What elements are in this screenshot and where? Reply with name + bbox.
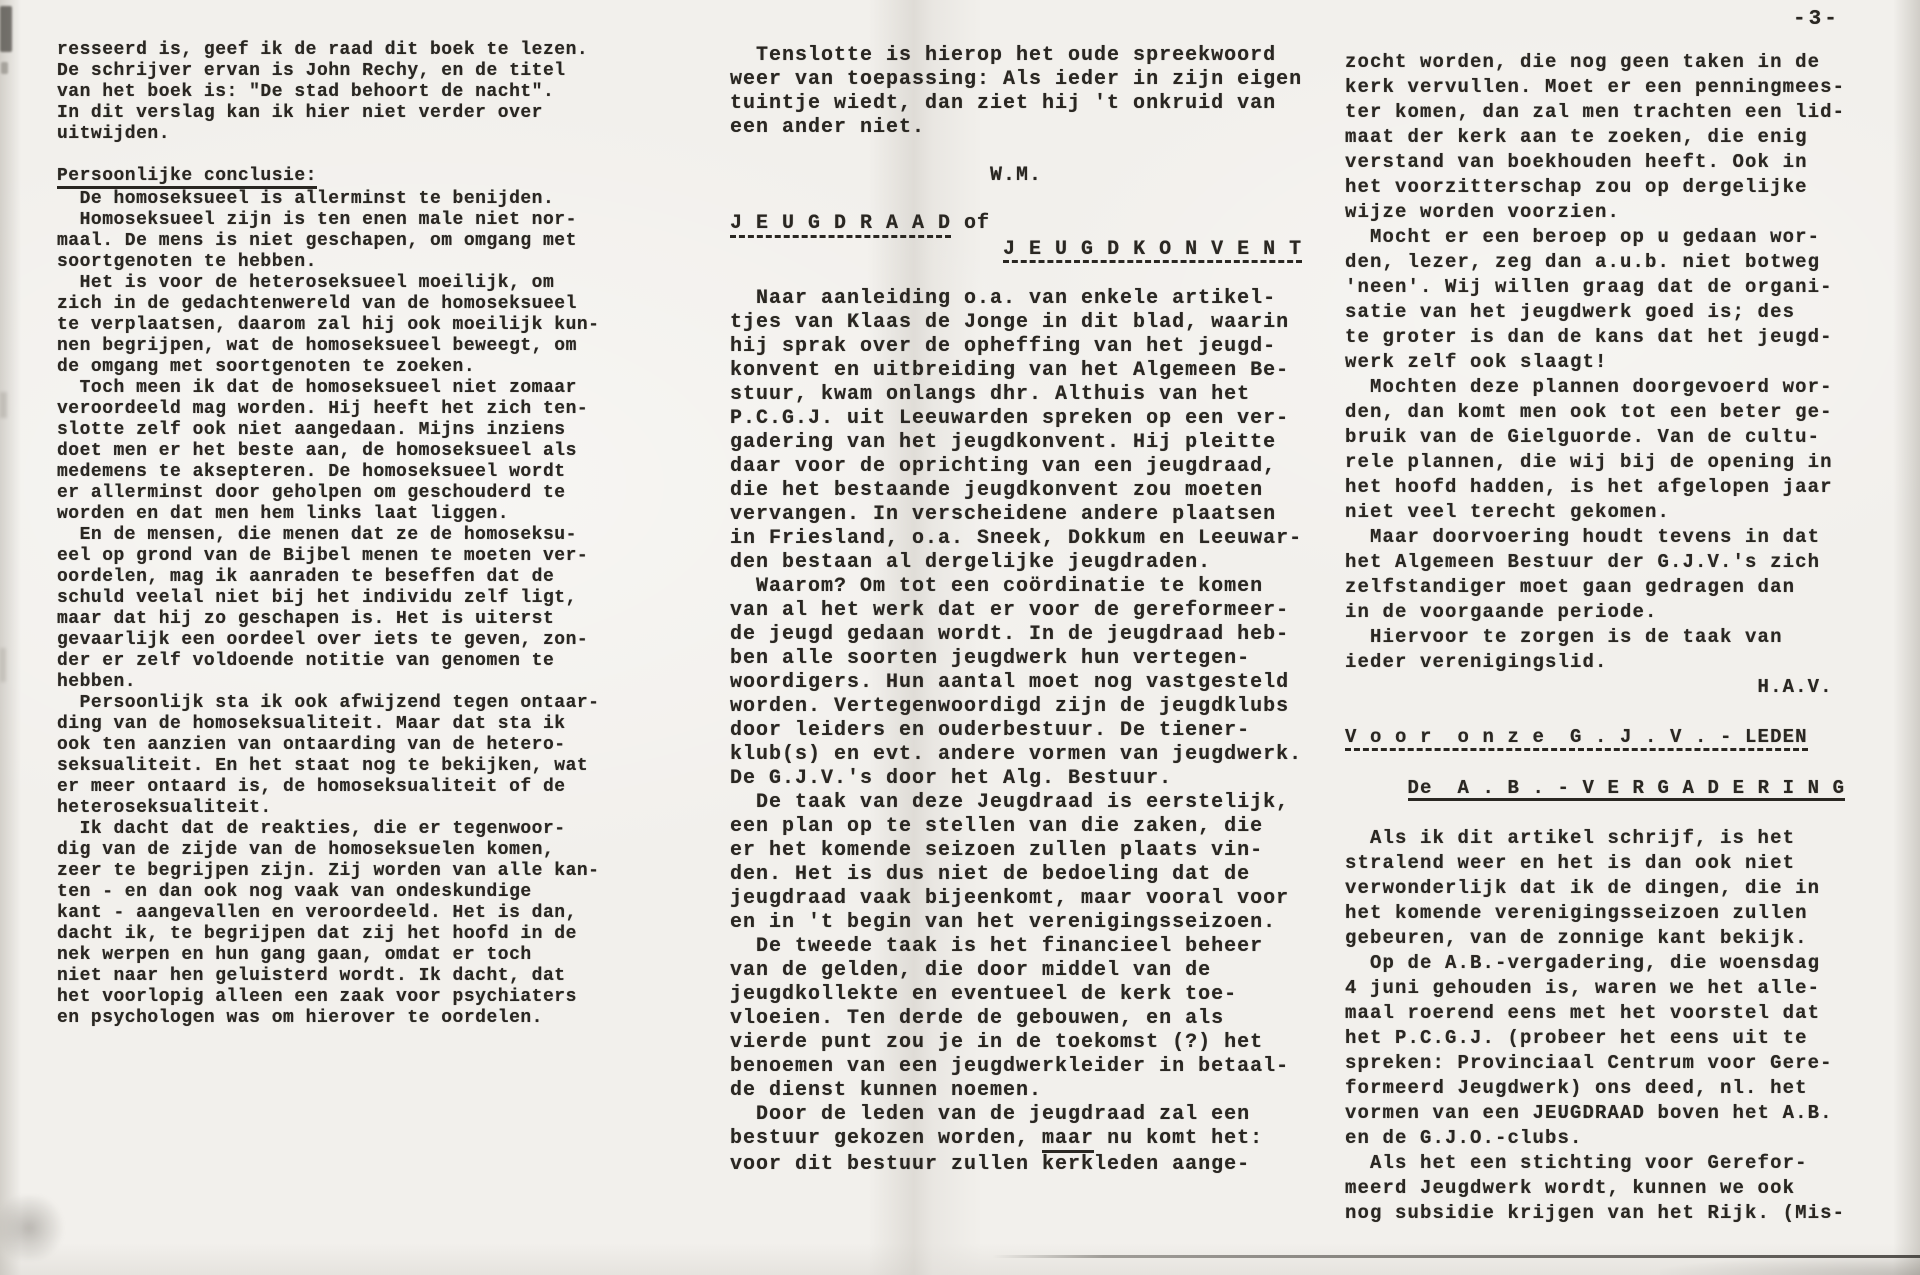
text-line: hebben.: [57, 672, 137, 693]
text-line: rele plannen, die wij bij de opening in: [1345, 451, 1833, 473]
text-line: de dienst kunnen noemen.: [730, 1079, 1043, 1103]
text-line: der er zelf voldoende notitie van genomen te: [57, 651, 555, 672]
text-line: een plan op te stellen van die zaken, die: [730, 815, 1264, 839]
text-line: tuintje wiedt, dan ziet hij 't onkruid van: [730, 92, 1277, 115]
text-line: De homoseksueel is allerminst te benijden.: [57, 189, 555, 210]
underlined-text: maar: [1042, 1128, 1094, 1153]
text-segment: bestuur gekozen worden,: [730, 1127, 1043, 1151]
text-line: den. Het is dus niet de bedoeling dat de: [730, 863, 1251, 887]
text-line: vierde punt zou je in de toekomst (?) het: [730, 1031, 1264, 1055]
text-line: Als ik dit artikel schrijf, is het: [1345, 827, 1796, 850]
text-line: [730, 188, 1302, 212]
text-line: [730, 140, 1302, 164]
text-line: wijze worden voorzien.: [1345, 201, 1621, 223]
text-line: [730, 238, 1302, 264]
text-line: gevaarlijk een oordeel over iets te geven, zon-: [57, 630, 589, 651]
text-line: seksualiteit. En het staat nog te bekijken, wat: [57, 756, 589, 777]
underlined-text: J E U G D R A A D: [730, 213, 951, 238]
text-line: De tweede taak is het financieel beheer: [730, 935, 1264, 959]
text-line: W.M.: [730, 164, 1043, 187]
text-line: worden. Vertegenwoordigd zijn de jeugdklubs: [730, 695, 1290, 719]
text-line: [1345, 700, 1845, 725]
text-line: zich in de gedachtenwereld van de homoseksueel: [57, 294, 577, 315]
text-line: de jeugd gedaan wordt. In de jeugdraad heb-: [730, 623, 1290, 647]
text-line: den, lezer, zeg dan a.u.b. niet botweg: [1345, 251, 1821, 273]
text-line: en in 't begin van het verenigingsseizoen.: [730, 911, 1277, 935]
text-line: Op de A.B.-vergadering, die woensdag: [1345, 952, 1821, 975]
text-line: nen begrijpen, wat de homoseksueel beweegt, om: [57, 336, 577, 357]
text-line: den bestaan al dergelijke jeugdraden.: [730, 551, 1212, 575]
text-line: jeugdkollekte en eventueel de kerk toe-: [730, 983, 1238, 1007]
text-line: Hiervoor te zorgen is de taak van: [1345, 626, 1783, 648]
text-line: niet naar hen geluisterd wordt. Ik dacht, dat: [57, 966, 566, 987]
text-line: vloeien. Ten derde de gebouwen, en als: [730, 1007, 1225, 1031]
text-line: jeugdraad vaak bijeenkomt, maar vooral voor: [730, 887, 1290, 911]
text-line: maal roerend eens met het voorstel dat: [1345, 1002, 1821, 1025]
text-line: Maar doorvoering houdt tevens in dat: [1345, 526, 1821, 548]
text-line: door leiders en ouderbestuur. De tiener-: [730, 719, 1251, 743]
text-line: niet veel terecht gekomen.: [1345, 501, 1671, 523]
text-line: gadering van het jeugdkonvent. Hij pleitte: [730, 431, 1277, 455]
text-line: tjes van Klaas de Jonge in dit blad, waarin: [730, 311, 1290, 335]
text-line: ding van de homoseksualiteit. Maar dat sta ik: [57, 714, 566, 735]
text-line: die het bestaande jeugdkonvent zou moeten: [730, 479, 1264, 503]
text-line: De G.J.V.'s door het Alg. Bestuur.: [730, 767, 1173, 791]
text-line: Mochten deze plannen doorgevoerd wor-: [1345, 376, 1833, 398]
text-line: Door de leden van de jeugdraad zal een: [730, 1103, 1251, 1127]
text-line: zeer te begrijpen zijn. Zij worden van alle kan-: [57, 861, 600, 882]
text-line: [730, 212, 1302, 238]
text-line: maat der kerk aan te zoeken, die enig: [1345, 126, 1808, 148]
text-line: nog subsidie krijgen van het Rijk. (Mis-: [1345, 1202, 1846, 1225]
underlined-text: Persoonlijke conclusie:: [57, 167, 317, 189]
underlined-text: V o o r o n z e G . J . V . - LEDEN: [1345, 727, 1808, 751]
text-line: woordigers. Hun aantal moet nog vastgesteld: [730, 671, 1290, 695]
text-line: het Algemeen Bestuur der G.J.V.'s zich: [1345, 551, 1821, 573]
text-line: en de G.J.O.-clubs.: [1345, 1127, 1583, 1150]
text-line: ter komen, dan zal men trachten een lid-: [1345, 101, 1846, 123]
text-line: ook ten aanzien van ontaarding van de hetero-: [57, 735, 566, 756]
text-line: vervangen. In verscheidene andere plaatsen: [730, 503, 1277, 527]
text-line: Het is voor de heteroseksueel moeilijk, om: [57, 273, 555, 294]
scan-artifact-top-left: [0, 6, 12, 52]
text-line: bruik van de Gielguorde. Van de cultu-: [1345, 426, 1821, 448]
text-line: van al het werk dat er voor de gereformeer-: [730, 599, 1290, 623]
text-line: Mocht er een beroep op u gedaan wor-: [1345, 226, 1821, 248]
text-line: H.A.V.: [1345, 676, 1833, 698]
text-line: doet men er het beste aan, de homoseksueel als: [57, 441, 577, 462]
text-line: [57, 166, 599, 189]
text-line: Naar aanleiding o.a. van enkele artikel-: [730, 287, 1277, 311]
text-line: ieder verenigingslid.: [1345, 651, 1608, 673]
text-line: maar dat hij zo geschapen is. Het is uiterst: [57, 609, 555, 630]
text-line: van de gelden, die door middel van de: [730, 959, 1212, 983]
text-line: Tenslotte is hierop het oude spreekwoord: [730, 44, 1277, 67]
text-line: Toch meen ik dat de homoseksueel niet zomaar: [57, 378, 577, 399]
text-line: soortgenoten te hebben.: [57, 252, 317, 273]
text-line: maal. De mens is niet geschapen, om omgang met: [57, 231, 577, 252]
text-line: verstand van boekhouden heeft. Ook in: [1345, 151, 1808, 173]
text-line: Ik dacht dat de reakties, die er tegenwoor-: [57, 819, 566, 840]
text-column-middle: [730, 44, 1302, 1177]
page-number: -3-: [1793, 8, 1840, 31]
text-line: formeerd Jeugdwerk) ons deed, nl. het: [1345, 1077, 1808, 1100]
text-segment: of: [951, 212, 991, 235]
text-line: te verplaatsen, daarom zal hij ook moeilijk kun-: [57, 315, 600, 336]
text-line: spreken: Provinciaal Centrum voor Gere-: [1345, 1052, 1833, 1075]
text-line: benoemen van een jeugdwerkleider in betaal-: [730, 1055, 1290, 1079]
text-line: werk zelf ook slaagt!: [1345, 351, 1608, 373]
text-line: het voorzitterschap zou op dergelijke: [1345, 176, 1808, 198]
text-line: er het komende seizoen zullen plaats vin-: [730, 839, 1264, 863]
scan-artifact-top-left-2: [1, 62, 8, 74]
text-line: P.C.G.J. uit Leeuwarden spreken op een ver-: [730, 407, 1290, 431]
text-line: uitwijden.: [57, 124, 171, 144]
text-line: worden en dat men hem links laat liggen.: [57, 504, 510, 525]
text-segment: [1345, 777, 1408, 799]
text-line: [730, 1127, 1302, 1153]
underlined-text: De A . B . - V E R G A D E R I N G: [1408, 778, 1846, 802]
text-line: in de voorgaande periode.: [1345, 601, 1658, 623]
text-line: voor dit bestuur zullen kerkleden aange-: [730, 1152, 1251, 1176]
text-line: gebeuren, van de zonnige kant bekijk.: [1345, 927, 1808, 950]
text-line: [730, 263, 1302, 287]
scan-speck-left-edge-2: [0, 648, 6, 682]
text-line: [1345, 801, 1845, 826]
text-line: Waarom? Om tot een coördinatie te komen: [730, 575, 1264, 599]
text-column-right: [1345, 50, 1845, 1226]
text-line: slotte zelf ook niet aangedaan. Mijns inziens: [57, 420, 566, 441]
text-line: eel op grond van de Bijbel menen te moeten ver-: [57, 546, 589, 567]
text-line: het komende verenigingsseizoen zullen: [1345, 902, 1808, 925]
text-line: de omgang met soortgenoten te zoeken.: [57, 357, 476, 378]
text-line: [1345, 751, 1845, 776]
text-line: De schrijver ervan is John Rechy, en de titel: [57, 61, 566, 81]
text-line: [1345, 725, 1845, 751]
text-line: Homoseksueel zijn is ten enen male niet nor-: [57, 210, 577, 231]
text-line: in Friesland, o.a. Sneek, Dokkum en Leeuwar-: [730, 527, 1303, 551]
text-line: nek werpen en hun gang gaan, omdat er toch: [57, 945, 532, 966]
text-segment: [730, 238, 1003, 261]
text-line: daar voor de oprichting van een jeugdraad,: [730, 455, 1277, 479]
text-line: dacht ik, te begrijpen dat zij het hoofd in de: [57, 924, 577, 945]
text-line: zelfstandiger moet gaan gedragen dan: [1345, 576, 1796, 598]
text-line: klub(s) en evt. andere vormen van jeugdwerk.: [730, 743, 1303, 767]
text-line: kerk vervullen. Moet er een penningmees-: [1345, 76, 1846, 98]
text-line: Persoonlijk sta ik ook afwijzend tegen ontaar-: [57, 693, 600, 714]
text-line: [1345, 776, 1845, 802]
text-line: er allerminst door geholpen om geschouderd te: [57, 483, 566, 504]
text-line: De taak van deze Jeugdraad is eerstelijk,: [730, 791, 1290, 815]
text-line: medemens te aksepteren. De homoseksueel wordt: [57, 462, 566, 483]
text-line: schuld veelal niet bij het individu zelf ligt,: [57, 588, 577, 609]
text-line: konvent en uitbreiding van het Algemeen Be-: [730, 359, 1290, 383]
text-line: van het boek is: "De stad behoort de nacht".: [57, 82, 555, 102]
text-line: meerd Jeugdwerk wordt, kunnen we ook: [1345, 1177, 1796, 1200]
text-line: ten - en dan ook nog vaak van ondeskundige: [57, 882, 532, 903]
text-line: stuur, kwam onlangs dhr. Althuis van het: [730, 383, 1251, 407]
text-line: vormen van een JEUGDRAAD boven het A.B.: [1345, 1102, 1833, 1125]
text-line: Als het een stichting voor Gerefor-: [1345, 1152, 1808, 1175]
text-line: het voorlopig alleen een zaak voor psychiaters: [57, 987, 577, 1008]
text-line: 4 juni gehouden is, waren we het alle-: [1345, 977, 1821, 1000]
text-line: satie van het jeugdwerk goed is; des: [1345, 301, 1796, 323]
scan-shadow-bottom-right: [1660, 1255, 1920, 1275]
text-line: heteroseksualiteit.: [57, 798, 272, 819]
text-line: 'neen'. Wij willen graag dat de organi-: [1345, 276, 1833, 298]
text-line: het P.C.G.J. (probeer het eens uit te: [1345, 1027, 1808, 1050]
text-line: het hoofd hadden, is het afgelopen jaar: [1345, 476, 1833, 498]
text-line: weer van toepassing: Als ieder in zijn eigen: [730, 68, 1303, 91]
text-segment: nu komt het:: [1094, 1127, 1264, 1151]
scan-speck-left-edge: [0, 392, 7, 418]
text-line: stralend weer en het is dan ook niet: [1345, 852, 1796, 875]
text-line: den, dan komt men ook tot een beter ge-: [1345, 401, 1833, 423]
text-line: hij sprak over de opheffing van het jeugd-: [730, 335, 1277, 359]
underlined-text: J E U G D K O N V E N T: [1003, 239, 1302, 264]
text-line: veroordeeld mag worden. Hij heeft het zich ten-: [57, 399, 589, 420]
text-line: te groter is dan de kans dat het jeugd-: [1345, 326, 1833, 348]
text-line: [57, 145, 599, 166]
text-line: resseerd is, geef ik de raad dit boek te lezen.: [57, 40, 589, 60]
text-line: dig van de zijde van de homoseksuelen komen,: [57, 840, 555, 861]
text-line: In dit verslag kan ik hier niet verder over: [57, 103, 543, 123]
text-line: kant - aangevallen en veroordeeld. Het is dan,: [57, 903, 577, 924]
text-line: En de mensen, die menen dat ze de homoseksu-: [57, 525, 577, 546]
text-line: zocht worden, die nog geen taken in de: [1345, 51, 1821, 73]
scan-artifact-bottom-left: [0, 1196, 68, 1260]
text-line: een ander niet.: [730, 116, 926, 139]
text-line: oordelen, mag ik aanraden te beseffen dat de: [57, 567, 555, 588]
text-line: ben alle soorten jeugdwerk hun vertegen-: [730, 647, 1251, 671]
text-column-left: [57, 40, 599, 1029]
text-line: er meer ontaard is, de homoseksualiteit of de: [57, 777, 566, 798]
text-line: verwonderlijk dat ik de dingen, die in: [1345, 877, 1821, 900]
text-line: en psychologen was om hierover te oordelen.: [57, 1008, 543, 1029]
